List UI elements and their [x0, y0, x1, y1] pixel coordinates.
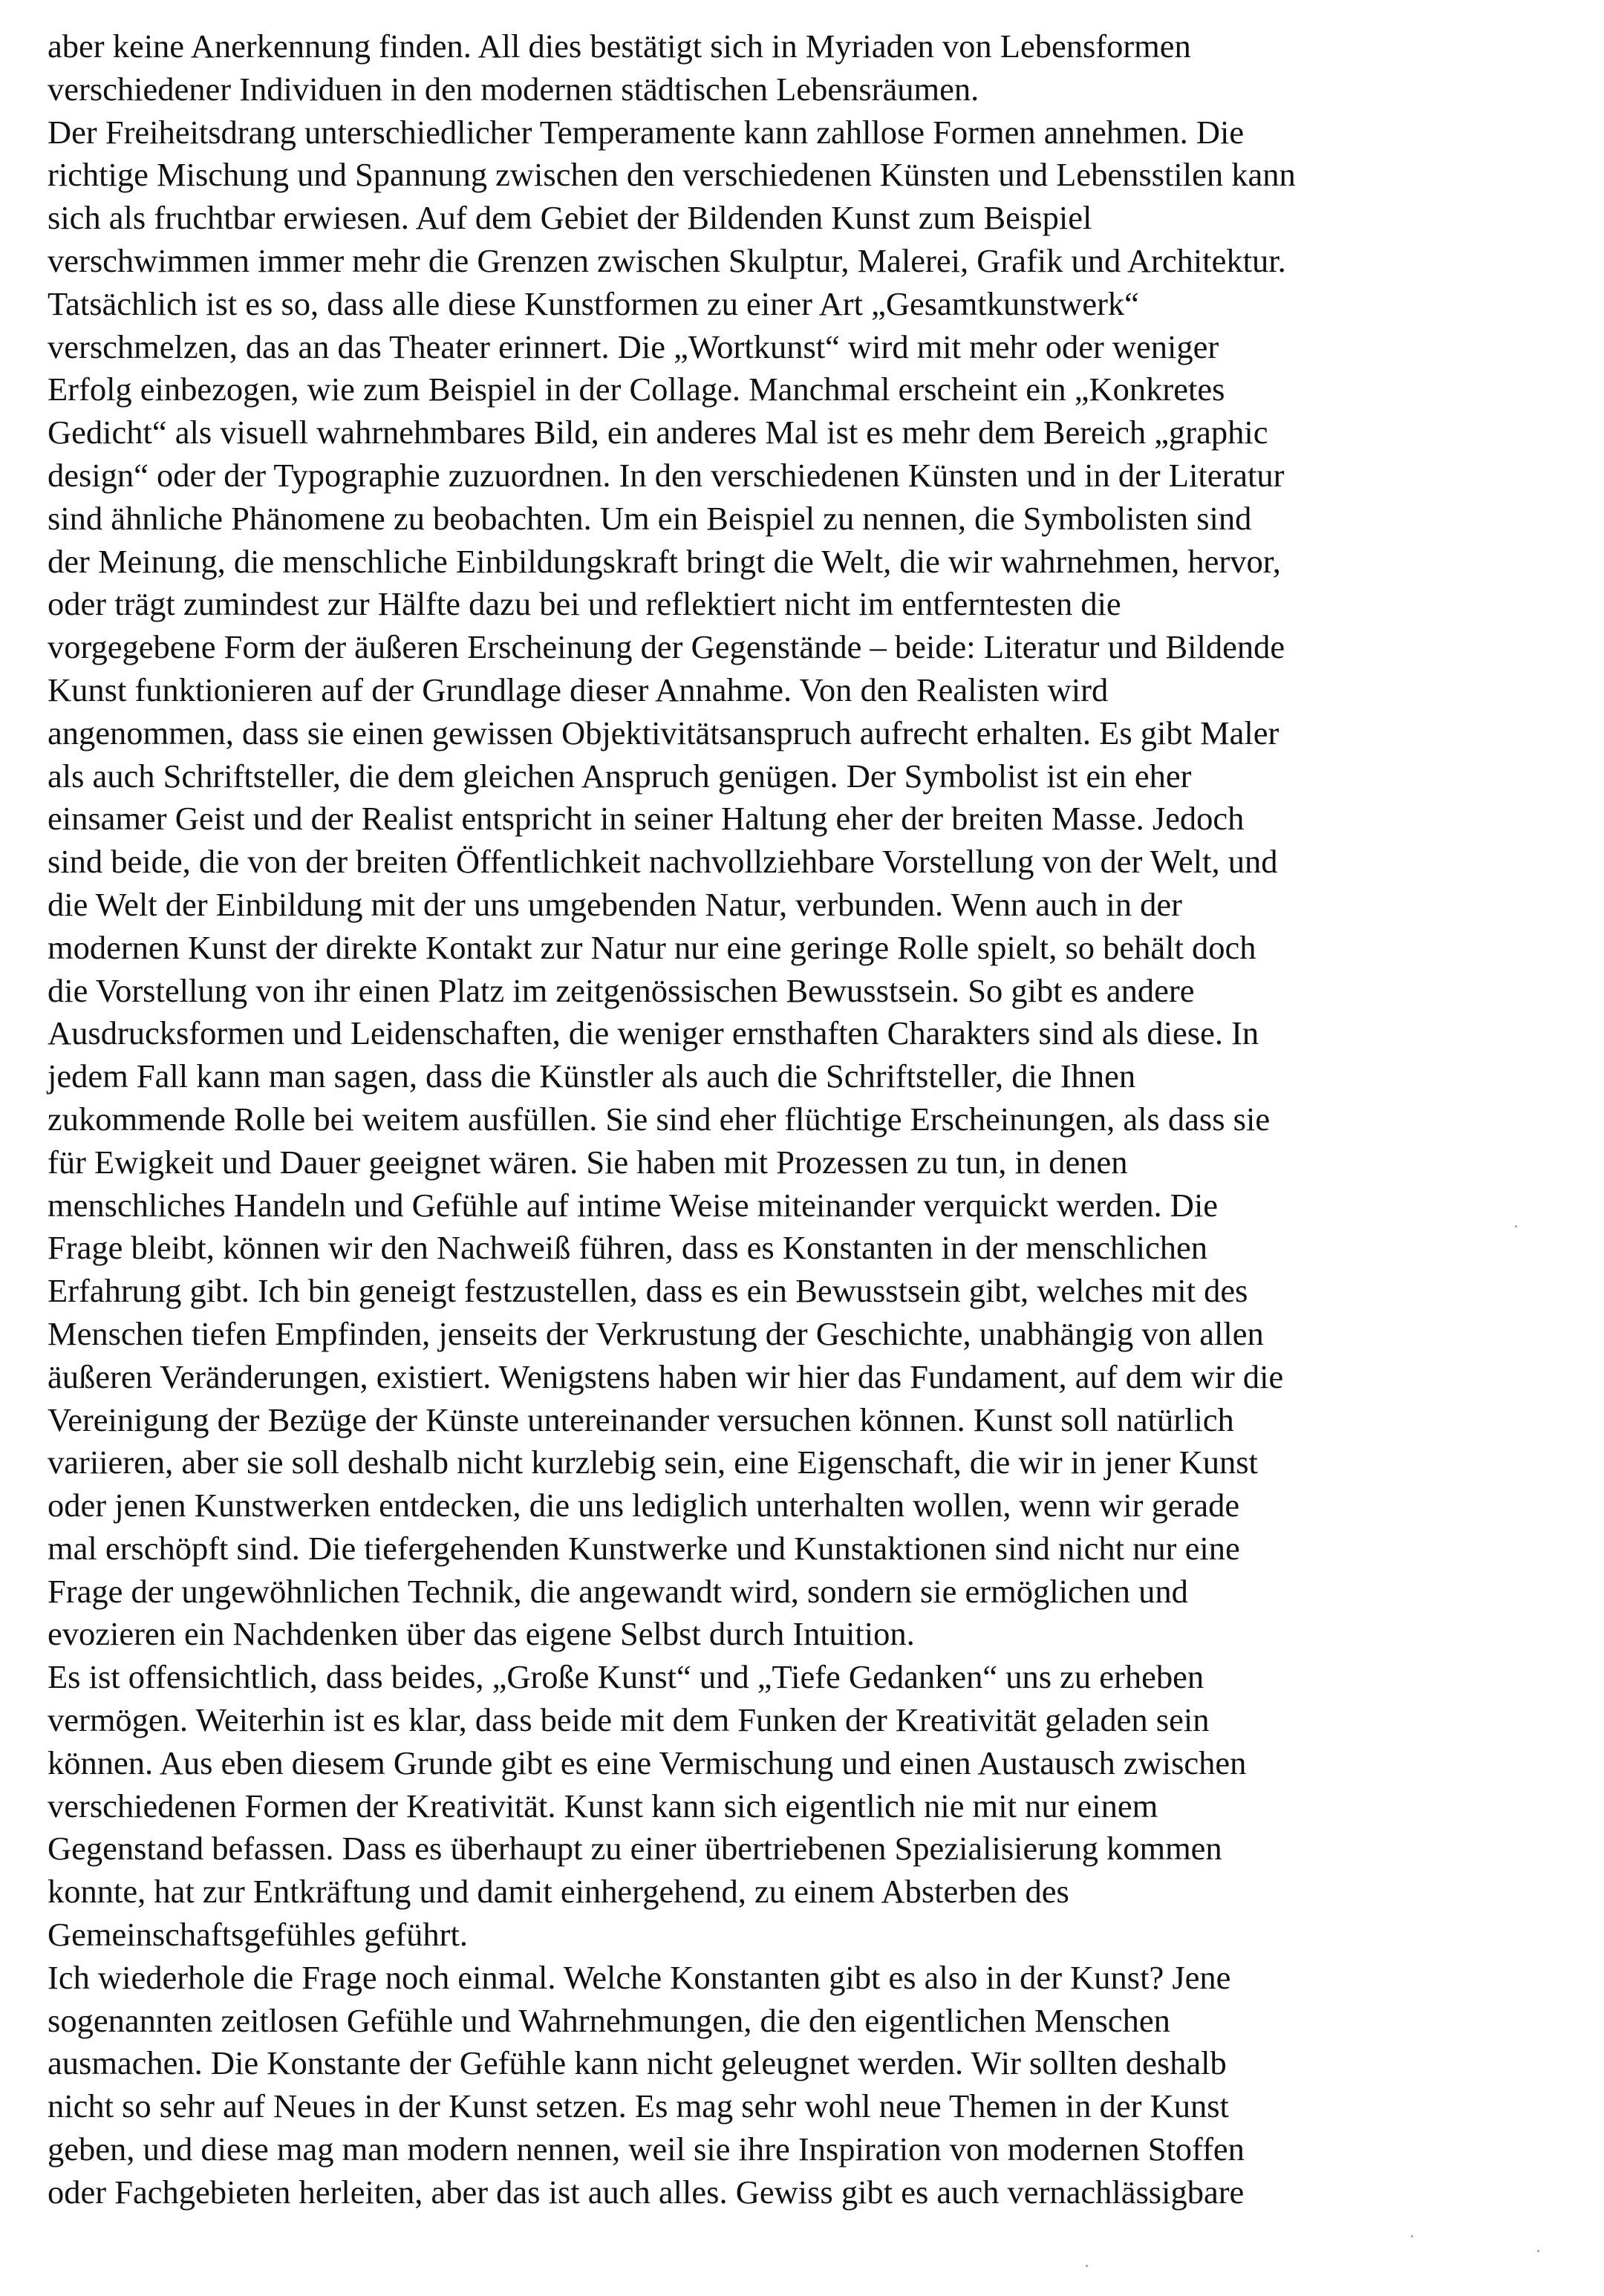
text-line: oder jenen Kunstwerken entdecken, die uns lediglich unterhalten wollen, wenn wir gerade	[48, 1487, 1240, 1524]
text-line: Vereinigung der Bezüge der Künste untereinander versuchen können. Kunst soll natürlich	[48, 1400, 1234, 1438]
text-line: verschiedener Individuen in den modernen städtischen Lebensräumen.	[48, 70, 979, 108]
text-line: Gedicht“ als visuell wahrnehmbares Bild, ein anderes Mal ist es mehr dem Bereich „graphic	[48, 414, 1268, 451]
scan-speck	[1411, 2235, 1413, 2237]
text-line: für Ewigkeit und Dauer geeignet wären. Sie haben mit Prozessen zu tun, in denen	[48, 1143, 1128, 1181]
text-line: Ich wiederhole die Frage noch einmal. Welche Konstanten gibt es also in der Kunst? Jene	[48, 1958, 1231, 1996]
text-line: ausmachen. Die Konstante der Gefühle kann nicht geleugnet werden. Wir sollten deshalb	[48, 2044, 1227, 2082]
text-line: Kunst funktionieren auf der Grundlage dieser Annahme. Von den Realisten wird	[48, 671, 1109, 708]
text-line: können. Aus eben diesem Grunde gibt es eine Vermischung und einen Austausch zwischen	[48, 1744, 1247, 1781]
text-line: Frage der ungewöhnlichen Technik, die angewandt wird, sondern sie ermöglichen und	[48, 1572, 1188, 1610]
scan-speck	[1086, 2265, 1088, 2267]
text-line: verschmelzen, das an das Theater erinnert. Die „Wortkunst“ wird mit mehr oder weniger	[48, 327, 1219, 365]
text-line: vorgegebene Form der äußeren Erscheinung der Gegenstände – beide: Literatur und Bildende	[48, 628, 1285, 666]
text-line: verschwimmen immer mehr die Grenzen zwischen Skulptur, Malerei, Grafik und Architektur.	[48, 241, 1286, 279]
text-line: angenommen, dass sie einen gewissen Objektivitätsanspruch aufrecht erhalten. Es gibt Maler	[48, 714, 1279, 751]
text-line: zukommende Rolle bei weitem ausfüllen. Sie sind eher flüchtige Erscheinungen, als dass sie	[48, 1100, 1271, 1138]
text-line: evozieren ein Nachdenken über das eigene Selbst durch Intuition.	[48, 1615, 915, 1653]
text-line: sogenannten zeitlosen Gefühle und Wahrnehmungen, die den eigentlichen Menschen	[48, 2001, 1170, 2039]
text-line: verschiedenen Formen der Kreativität. Kunst kann sich eigentlich nie mit nur einem	[48, 1787, 1158, 1824]
text-line: Der Freiheitsdrang unterschiedlicher Temperamente kann zahllose Formen annehmen. Die	[48, 113, 1245, 151]
text-line: oder trägt zumindest zur Hälfte dazu bei und reflektiert nicht im entferntesten die	[48, 585, 1121, 623]
text-line: Gemeinschaftsgefühles geführt.	[48, 1916, 468, 1954]
text-line: die Welt der Einbildung mit der uns umgebenden Natur, verbunden. Wenn auch in der	[48, 885, 1182, 923]
text-line: Erfahrung gibt. Ich bin geneigt festzustellen, dass es ein Bewusstsein gibt, welches mit des	[48, 1272, 1248, 1310]
text-line: richtige Mischung und Spannung zwischen den verschiedenen Künsten und Lebensstilen kann	[48, 156, 1296, 194]
text-line: Erfolg einbezogen, wie zum Beispiel in der Collage. Manchmal erscheint ein „Konkretes	[48, 371, 1225, 408]
text-line: design“ oder der Typographie zuzuordnen. In den verschiedenen Künsten und in der Literatur	[48, 456, 1285, 494]
text-line: sich als fruchtbar erwiesen. Auf dem Gebiet der Bildenden Kunst zum Beispiel	[48, 199, 1092, 237]
body-text	[48, 25, 1562, 2214]
text-line: mal erschöpft sind. Die tiefergehenden Kunstwerke und Kunstaktionen sind nicht nur eine	[48, 1529, 1240, 1567]
text-line: aber keine Anerkennung finden. All dies bestätigt sich in Myriaden von Lebensformen	[48, 27, 1191, 65]
text-line: sind ähnliche Phänomene zu beobachten. Um ein Beispiel zu nennen, die Symbolisten sind	[48, 499, 1252, 537]
text-line: konnte, hat zur Entkräftung und damit einhergehend, zu einem Absterben des	[48, 1873, 1069, 1911]
text-line: sind beide, die von der breiten Öffentlichkeit nachvollziehbare Vorstellung von der Welt, und	[48, 843, 1278, 881]
text-line: die Vorstellung von ihr einen Platz im zeitgenössischen Bewusstsein. So gibt es andere	[48, 971, 1195, 1009]
text-line: oder Fachgebieten herleiten, aber das ist auch alles. Gewiss gibt es auch vernachlässigbare	[48, 2173, 1245, 2211]
scan-speck	[1515, 1225, 1517, 1227]
text-line: äußeren Veränderungen, existiert. Wenigstens haben wir hier das Fundament, auf dem wir die	[48, 1357, 1284, 1395]
text-line: Tatsächlich ist es so, dass alle diese Kunstformen zu einer Art „Gesamtkunstwerk“	[48, 284, 1139, 322]
text-line: geben, und diese mag man modern nennen, weil sie ihre Inspiration von modernen Stoffen	[48, 2130, 1245, 2168]
text-line: als auch Schriftsteller, die dem gleichen Anspruch genügen. Der Symbolist ist ein eher	[48, 757, 1192, 795]
text-line: jedem Fall kann man sagen, dass die Künstler als auch die Schriftsteller, die Ihnen	[48, 1057, 1136, 1095]
text-line: Menschen tiefen Empfinden, jenseits der Verkrustung der Geschichte, unabhängig von allen	[48, 1314, 1264, 1352]
text-line: menschliches Handeln und Gefühle auf intime Weise miteinander verquickt werden. Die	[48, 1186, 1219, 1224]
text-line: nicht so sehr auf Neues in der Kunst setzen. Es mag sehr wohl neue Themen in der Kunst	[48, 2087, 1229, 2125]
text-line: variieren, aber sie soll deshalb nicht kurzlebig sein, eine Eigenschaft, die wir in jener Kunst	[48, 1444, 1258, 1481]
text-line: Es ist offensichtlich, dass beides, „Große Kunst“ und „Tiefe Gedanken“ uns zu erheben	[48, 1658, 1204, 1696]
text-line: vermögen. Weiterhin ist es klar, dass beide mit dem Funken der Kreativität geladen sein	[48, 1701, 1210, 1739]
text-line: Gegenstand befassen. Dass es überhaupt zu einer übertriebenen Spezialisierung kommen	[48, 1830, 1222, 1868]
scan-speck	[1537, 2250, 1539, 2252]
text-line: Ausdrucksformen und Leidenschaften, die weniger ernsthaften Charakters sind als diese. In	[48, 1014, 1259, 1052]
text-line: der Meinung, die menschliche Einbildungskraft bringt die Welt, die wir wahrnehmen, hervor,	[48, 542, 1281, 580]
text-line: modernen Kunst der direkte Kontakt zur Natur nur eine geringe Rolle spielt, so behält doch	[48, 928, 1256, 966]
text-line: einsamer Geist und der Realist entspricht in seiner Haltung eher der breiten Masse. Jedoch	[48, 800, 1245, 838]
text-line: Frage bleibt, können wir den Nachweiß führen, dass es Konstanten in der menschlichen	[48, 1229, 1207, 1267]
